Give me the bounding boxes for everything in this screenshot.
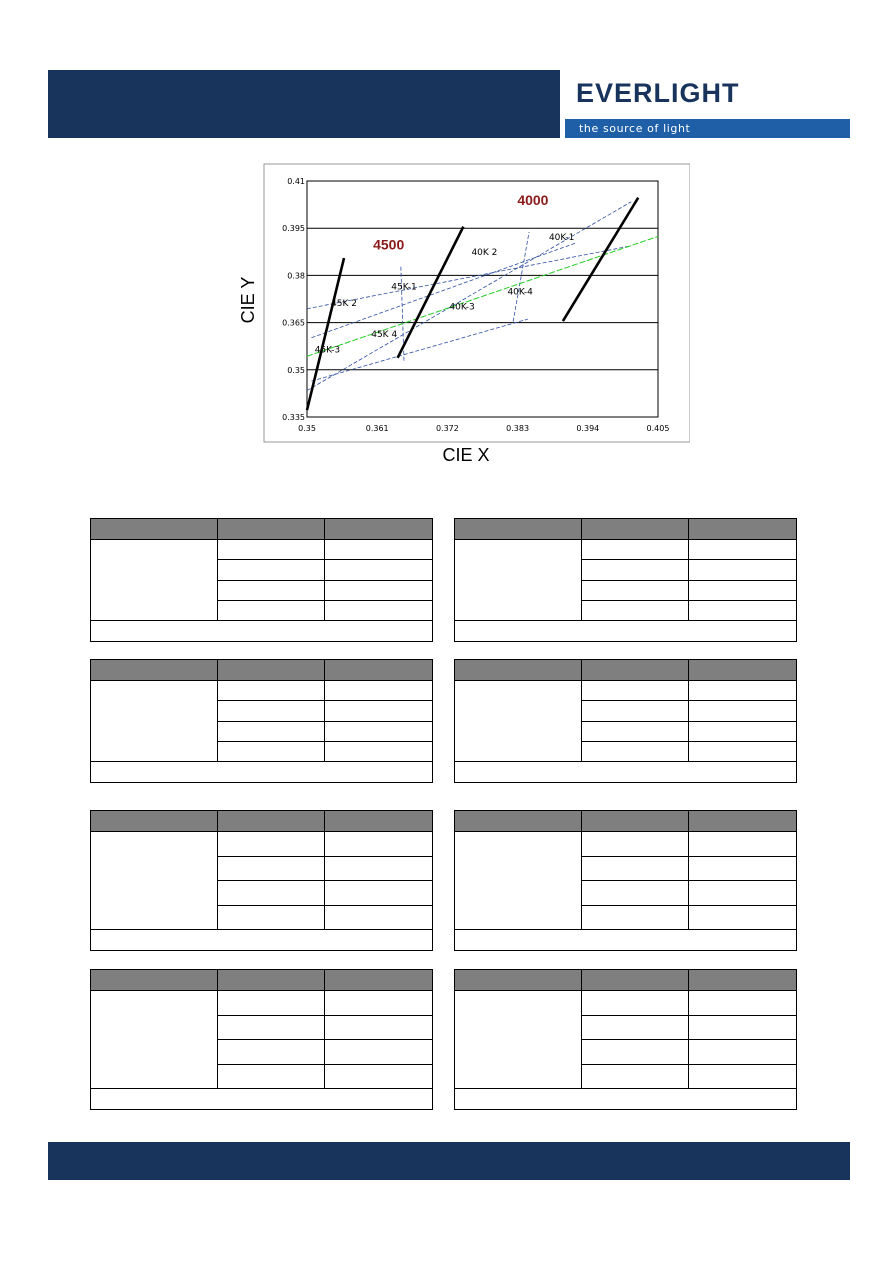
everlight-logo: EVERLIGHT — [576, 78, 740, 108]
bin-label: 45K-1 — [391, 282, 417, 293]
header-bar — [48, 70, 560, 138]
table-row — [218, 832, 432, 857]
cie-x-cell — [218, 560, 325, 579]
y-tick-label: 0.38 — [287, 271, 305, 281]
table-header-cell — [455, 519, 582, 539]
cie-y-cell — [325, 681, 432, 700]
bin-name-cell — [455, 681, 582, 761]
table-body — [91, 681, 432, 762]
table-header-cell — [91, 519, 218, 539]
table-footer-row — [455, 1089, 796, 1109]
x-tick-label: 0.394 — [576, 424, 600, 433]
cie-y-cell — [689, 722, 796, 741]
table-footer-row — [91, 1089, 432, 1109]
bin-name-cell — [91, 832, 218, 929]
table-row — [582, 742, 796, 761]
table-row — [218, 722, 432, 742]
table-row — [582, 681, 796, 701]
cie-x-cell — [218, 540, 325, 559]
bin-name-cell — [455, 991, 582, 1088]
cie-x-cell — [582, 1040, 689, 1064]
table-header-row — [91, 519, 432, 540]
cie-y-cell — [325, 540, 432, 559]
table-body — [455, 681, 796, 762]
cie-y-cell — [325, 906, 432, 930]
table-row — [218, 881, 432, 906]
bin-table — [90, 659, 433, 783]
cie-x-cell — [582, 742, 689, 761]
tagline-bar — [565, 119, 850, 138]
cie-y-cell — [325, 581, 432, 600]
table-row — [218, 681, 432, 701]
cie-chromaticity-chart — [230, 160, 690, 470]
bin-label: 45K 4 — [371, 329, 398, 340]
cie-x-cell — [582, 560, 689, 579]
table-row — [218, 581, 432, 601]
x-tick-label: 0.35 — [298, 424, 316, 433]
bin-table — [454, 659, 797, 783]
table-header-cell — [582, 970, 689, 990]
table-row — [582, 1040, 796, 1065]
cie-y-cell — [689, 560, 796, 579]
table-footer-row — [91, 621, 432, 641]
table-header-cell — [91, 660, 218, 680]
y-axis-title: CIE Y — [238, 276, 258, 324]
x-tick-label: 0.372 — [435, 424, 459, 433]
cie-y-cell — [325, 1065, 432, 1089]
cie-y-cell — [689, 1065, 796, 1089]
cie-y-cell — [689, 857, 796, 881]
cie-y-cell — [689, 540, 796, 559]
cie-x-cell — [218, 681, 325, 700]
table-header-cell — [689, 519, 796, 539]
y-tick-label: 0.395 — [282, 224, 305, 234]
table-row — [218, 742, 432, 761]
bin-name-cell — [91, 540, 218, 620]
cie-y-cell — [325, 560, 432, 579]
table-header-cell — [582, 660, 689, 680]
cie-x-cell — [218, 742, 325, 761]
y-tick-label: 0.335 — [282, 413, 305, 422]
cie-x-cell — [582, 581, 689, 600]
cie-y-cell — [325, 1040, 432, 1064]
table-header-cell — [689, 660, 796, 680]
table-row — [218, 906, 432, 930]
cie-x-cell — [582, 881, 689, 905]
table-row — [218, 857, 432, 882]
table-row — [582, 701, 796, 721]
cie-x-cell — [218, 832, 325, 856]
table-header-row — [91, 811, 432, 832]
cie-y-cell — [689, 742, 796, 761]
cie-x-cell — [218, 601, 325, 620]
cie-x-cell — [582, 832, 689, 856]
cie-x-cell — [582, 906, 689, 930]
table-header-cell — [218, 970, 325, 990]
bin-label: 45K-3 — [314, 345, 341, 356]
bin-name-cell — [91, 991, 218, 1088]
cie-y-cell — [325, 722, 432, 741]
table-header-cell — [218, 660, 325, 680]
table-header-cell — [218, 811, 325, 831]
table-body — [455, 832, 796, 930]
table-row — [582, 991, 796, 1016]
bin-label: 40K 2 — [471, 247, 498, 258]
table-header-cell — [91, 970, 218, 990]
cie-y-cell — [689, 832, 796, 856]
table-header-cell — [689, 970, 796, 990]
table-row — [582, 906, 796, 930]
table-row — [582, 1016, 796, 1041]
cie-x-cell — [218, 581, 325, 600]
table-row — [218, 1065, 432, 1089]
table-header-cell — [455, 660, 582, 680]
chart-svg — [230, 160, 690, 470]
cie-y-cell — [325, 742, 432, 761]
table-row — [582, 881, 796, 906]
cie-x-cell — [218, 857, 325, 881]
table-header-cell — [582, 811, 689, 831]
cie-y-cell — [689, 1016, 796, 1040]
tagline-text: the source of light — [579, 122, 691, 135]
table-body — [91, 832, 432, 930]
table-row — [582, 560, 796, 580]
cie-x-cell — [582, 991, 689, 1015]
bin-table — [90, 969, 433, 1110]
cie-x-cell — [582, 701, 689, 720]
table-footer-row — [91, 762, 432, 782]
cie-y-cell — [325, 601, 432, 620]
cie-x-cell — [582, 540, 689, 559]
footer-bar — [48, 1142, 850, 1180]
table-body — [455, 991, 796, 1089]
x-tick-label: 0.383 — [506, 424, 530, 433]
cie-y-cell — [325, 701, 432, 720]
x-axis-title: CIE X — [442, 445, 490, 465]
table-header-row — [91, 970, 432, 991]
table-header-row — [455, 970, 796, 991]
cct-label: 4500 — [373, 236, 405, 253]
cie-y-cell — [325, 832, 432, 856]
bin-label: 40K-4 — [507, 287, 533, 298]
y-tick-label: 0.365 — [282, 318, 305, 328]
cct-label: 4000 — [517, 191, 549, 208]
table-row — [582, 601, 796, 620]
cie-y-cell — [325, 857, 432, 881]
y-tick-label: 0.35 — [287, 365, 305, 375]
bin-table — [454, 518, 797, 642]
cie-x-cell — [218, 1016, 325, 1040]
bin-table — [454, 969, 797, 1110]
bin-table — [90, 810, 433, 951]
table-header-row — [91, 660, 432, 681]
table-row — [218, 991, 432, 1016]
cie-x-cell — [218, 722, 325, 741]
table-row — [218, 560, 432, 580]
table-body — [91, 991, 432, 1089]
table-row — [582, 581, 796, 601]
cie-x-cell — [582, 722, 689, 741]
table-footer-row — [91, 930, 432, 950]
cie-y-cell — [689, 906, 796, 930]
table-header-cell — [325, 660, 432, 680]
table-body — [455, 540, 796, 621]
cie-x-cell — [218, 1065, 325, 1089]
x-tick-label: 0.361 — [365, 424, 389, 433]
cie-y-cell — [689, 581, 796, 600]
table-row — [218, 601, 432, 620]
cie-y-cell — [689, 1040, 796, 1064]
table-header-cell — [218, 519, 325, 539]
table-header-cell — [325, 970, 432, 990]
cie-y-cell — [689, 701, 796, 720]
bin-table — [454, 810, 797, 951]
table-footer-row — [455, 930, 796, 950]
cie-x-cell — [218, 906, 325, 930]
table-header-row — [455, 660, 796, 681]
table-header-cell — [582, 519, 689, 539]
table-footer-row — [455, 762, 796, 782]
table-row — [218, 1016, 432, 1041]
cie-y-cell — [689, 881, 796, 905]
table-row — [582, 540, 796, 560]
cie-y-cell — [325, 991, 432, 1015]
table-header-row — [455, 811, 796, 832]
table-header-cell — [455, 811, 582, 831]
cie-x-cell — [582, 857, 689, 881]
table-header-cell — [455, 970, 582, 990]
y-tick-label: 0.41 — [287, 177, 305, 186]
table-row — [218, 540, 432, 560]
table-row — [582, 857, 796, 882]
bin-label: 40K-1 — [548, 232, 575, 243]
cie-y-cell — [689, 681, 796, 700]
bin-name-cell — [455, 540, 582, 620]
table-row — [582, 832, 796, 857]
table-header-row — [455, 519, 796, 540]
cie-y-cell — [689, 601, 796, 620]
bin-name-cell — [91, 681, 218, 761]
table-header-cell — [325, 811, 432, 831]
cie-x-cell — [218, 881, 325, 905]
bin-name-cell — [455, 832, 582, 929]
bin-label: 40K-3 — [449, 302, 475, 313]
table-row — [582, 1065, 796, 1089]
table-body — [91, 540, 432, 621]
bin-label: 45K 2 — [331, 299, 357, 310]
cie-x-cell — [218, 701, 325, 720]
bin-table — [90, 518, 433, 642]
table-header-cell — [91, 811, 218, 831]
cie-x-cell — [582, 681, 689, 700]
cie-y-cell — [325, 1016, 432, 1040]
cie-x-cell — [582, 1065, 689, 1089]
x-tick-label: 0.405 — [646, 424, 670, 433]
cie-y-cell — [325, 881, 432, 905]
table-header-cell — [689, 811, 796, 831]
table-row — [582, 722, 796, 742]
cie-x-cell — [582, 601, 689, 620]
cie-y-cell — [689, 991, 796, 1015]
cie-x-cell — [582, 1016, 689, 1040]
cie-x-cell — [218, 1040, 325, 1064]
table-footer-row — [455, 621, 796, 641]
table-row — [218, 1040, 432, 1065]
table-header-cell — [325, 519, 432, 539]
table-row — [218, 701, 432, 721]
cie-x-cell — [218, 991, 325, 1015]
